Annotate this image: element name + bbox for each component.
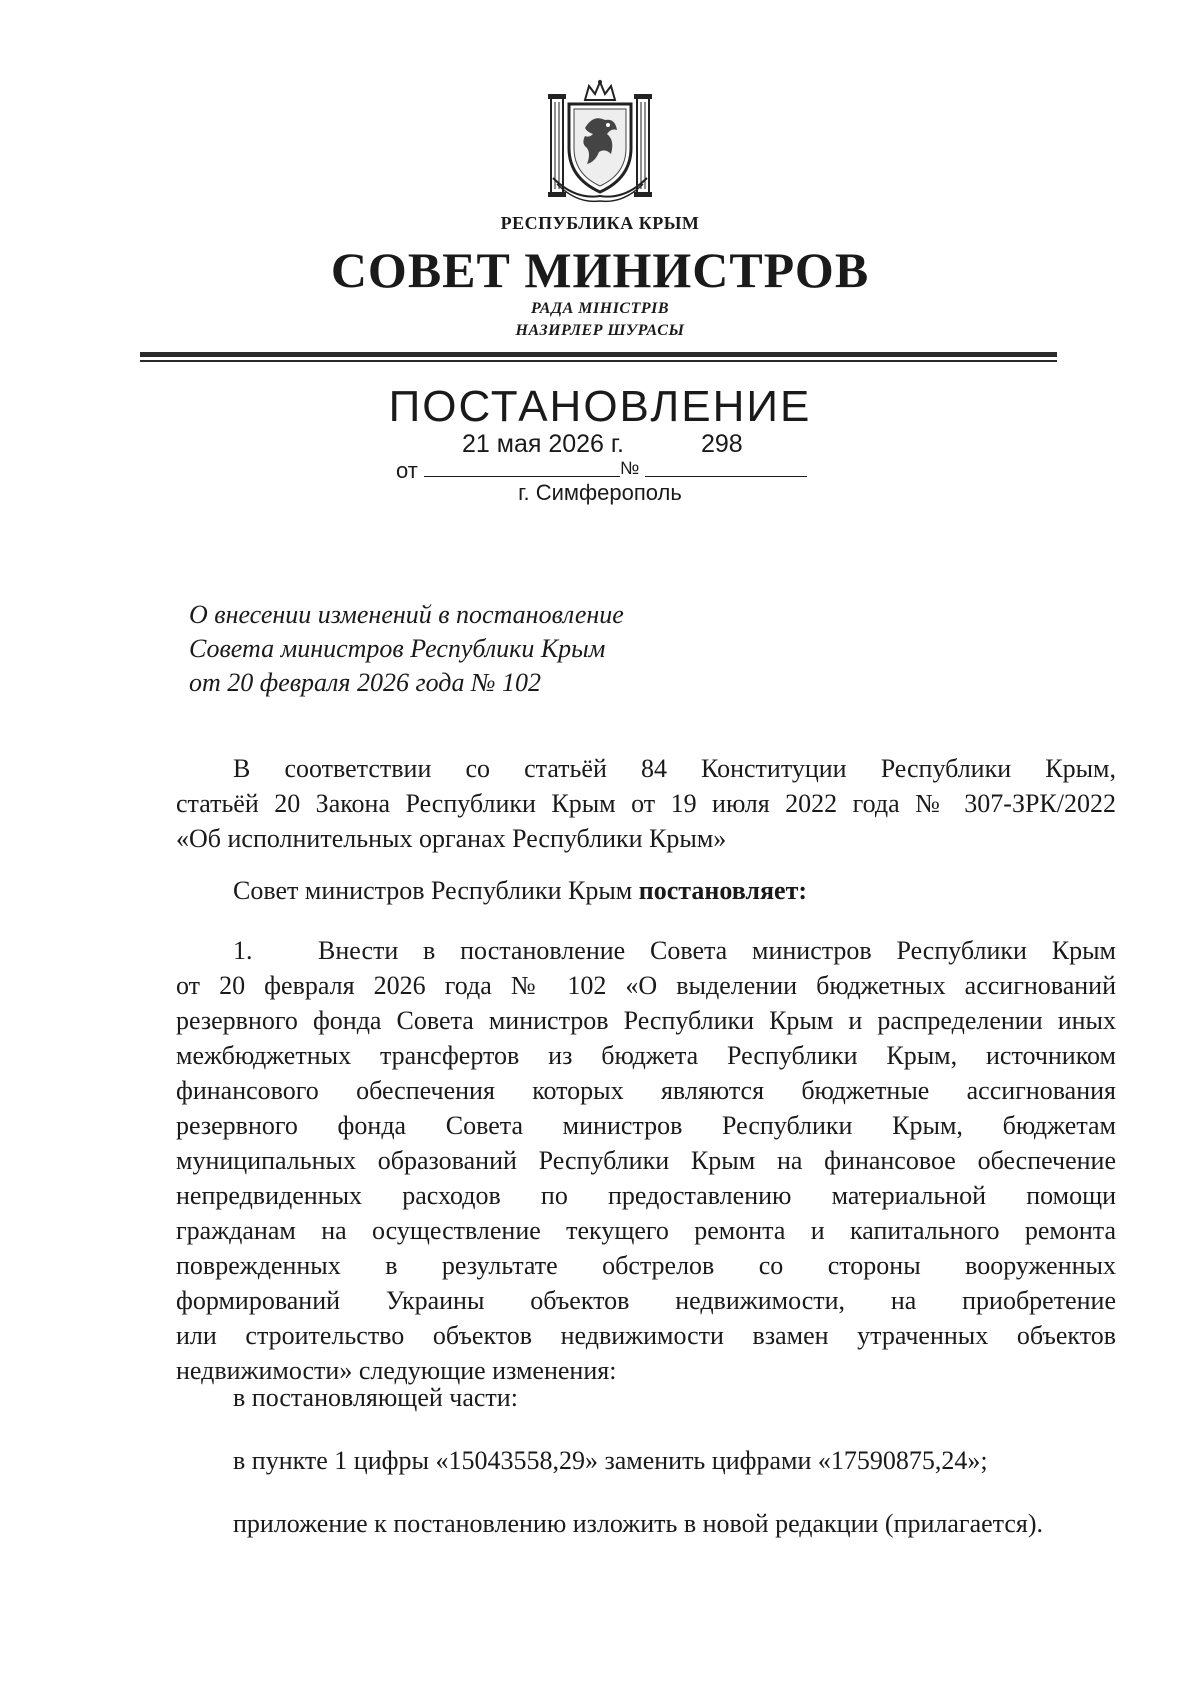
council-title: СОВЕТ МИНИСТРОВ bbox=[330, 242, 870, 298]
preamble-paragraph bbox=[176, 751, 1116, 856]
item-1-line: непредвиденных расходов по предоставлению материальной помощи bbox=[176, 1181, 1116, 1210]
item-1-line-text: Внести в постановление Совета министров Республики Крым bbox=[318, 936, 1116, 965]
document-city: г. Симферополь bbox=[518, 480, 682, 505]
document-number: 298 bbox=[701, 430, 743, 458]
item-1-line: резервного фонда Совета министров Республики Крым и распределении иных bbox=[176, 1006, 1116, 1035]
item-1-paragraph bbox=[176, 933, 1116, 1388]
preamble-line: В соответствии со статьёй 84 Конституции Республики Крым, bbox=[233, 754, 1116, 783]
header-divider-thin bbox=[140, 360, 1057, 362]
decides-paragraph bbox=[233, 873, 807, 908]
item-1-number: 1. bbox=[233, 936, 253, 965]
decides-text: Совет министров Республики Крым bbox=[233, 876, 639, 905]
document-date: 21 мая 2026 г. bbox=[462, 430, 624, 458]
item-1-line: недвижимости» следующие изменения: bbox=[176, 1356, 617, 1385]
item-1-line: финансового обеспечения которых являются бюджетные ассигнования bbox=[176, 1076, 1116, 1105]
item-1-line: поврежденных в результате обстрелов со стороны вооруженных bbox=[176, 1251, 1116, 1280]
document-subject bbox=[189, 598, 709, 700]
decides-bold-text: постановляет: bbox=[638, 876, 808, 905]
subject-line: от 20 февраля 2026 года № 102 bbox=[189, 668, 541, 697]
document-type-title: ПОСТАНОВЛЕНИЕ bbox=[388, 382, 812, 431]
change-intro-paragraph: в постановляющей части: bbox=[233, 1383, 518, 1412]
header-divider-thick bbox=[140, 352, 1057, 357]
preamble-line: «Об исполнительных органах Республики Крым» bbox=[176, 824, 727, 853]
item-1-line: гражданам на осуществление текущего ремонта и капитального ремонта bbox=[176, 1216, 1116, 1245]
item-1-line: межбюджетных трансфертов из бюджета Республики Крым, источником bbox=[176, 1041, 1116, 1070]
subject-line: Совета министров Республики Крым bbox=[189, 634, 606, 663]
item-1-line: от 20 февраля 2026 года № 102 «О выделении бюджетных ассигнований bbox=[176, 971, 1116, 1000]
change-item-paragraph: приложение к постановлению изложить в новой редакции (прилагается). bbox=[233, 1509, 1043, 1538]
item-1-line: или строительство объектов недвижимости взамен утраченных объектов bbox=[176, 1321, 1116, 1350]
republic-name: РЕСПУБЛИКА КРЫМ bbox=[500, 213, 700, 233]
change-item-paragraph: в пункте 1 цифры «15043558,29» заменить цифрами «17590875,24»; bbox=[233, 1446, 988, 1475]
item-1-line: резервного фонда Совета министров Республики Крым, бюджетам bbox=[176, 1111, 1116, 1140]
council-title-crimean-tatar: НАЗИРЛЕР ШУРАСЫ bbox=[515, 322, 685, 339]
item-1-line: муниципальных образований Республики Крым на финансовое обеспечение bbox=[176, 1146, 1116, 1175]
item-1-line: формирований Украины объектов недвижимости, на приобретение bbox=[176, 1286, 1116, 1315]
coat-of-arms-emblem bbox=[545, 78, 655, 203]
number-underline bbox=[645, 476, 807, 477]
preamble-line: статьёй 20 Закона Республики Крым от 19 июля 2022 года № 307-ЗРК/2022 bbox=[176, 789, 1116, 818]
date-label: от bbox=[396, 458, 418, 483]
subject-line: О внесении изменений в постановление bbox=[189, 600, 624, 629]
council-title-ukrainian: РАДА МІНІСТРІВ bbox=[530, 300, 670, 317]
item-1-line bbox=[176, 933, 1116, 968]
date-underline bbox=[424, 476, 620, 477]
number-label: № bbox=[620, 458, 640, 478]
